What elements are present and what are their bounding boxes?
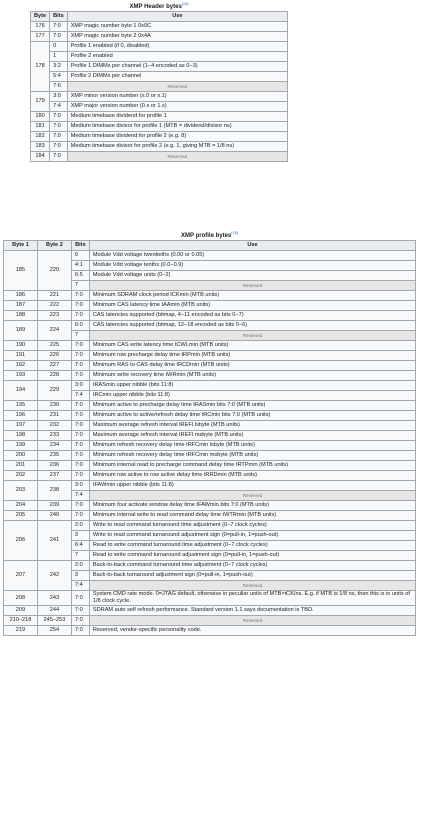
t2-cell-use: Write to read command turnaround time adjustment (0−7 clock cycles) [89,521,415,531]
t2-row [4,561,416,571]
t1-cell-byte: 177 [31,32,50,42]
t2-cell-bits: 7:0 [71,501,89,511]
t1-cell-bits: 0 [50,42,68,52]
t1-table [30,11,288,162]
t2-cell-bits: 7:4 [71,491,89,501]
t1-cell-bits: 5:4 [50,72,68,82]
t2-cell-byte-2: 238 [37,481,71,501]
t2-row [4,321,416,331]
t2-cell-use: Minimum active to precharge delay time tRASmin bits 7:0 (MTB units) [89,401,415,411]
t2-cell-byte-2: 235 [37,451,71,461]
t2-cell-byte-2: 222 [37,301,71,311]
t2-cell-byte-2: 226 [37,351,71,361]
t2-cell-byte-1: 189 [4,321,38,341]
t2-cell-byte-1: 210–218 [4,616,38,626]
t2-header-byte-2: Byte 2 [37,241,71,251]
t2-cell-use: Minimum RAS to CAS delay time tRCDmin (MTB units) [89,361,415,371]
t1-cell-bits: 7:0 [50,32,68,42]
t1-cell-use: Medium timebase divisor for profile 1 (MTB = dividend/divisor ns) [67,122,287,132]
t1-cell-use: Profile 2 enabled [67,52,287,62]
t2-cell-byte-1: 206 [4,521,38,561]
t1-header-use: Use [67,12,287,22]
t1-header-bits: Bits [50,12,68,22]
t2-cell-byte-2: 245–253 [37,616,71,626]
t2-cell-bits: 7:0 [71,591,89,606]
t2-row [4,371,416,381]
t2-cell-byte-2: 223 [37,311,71,321]
t2-cell-byte-1: 199 [4,441,38,451]
t1-cell-bits: 7:4 [50,102,68,112]
t2-cell-use: Minimum internal write to read command delay time tWTRmin (MTB units) [89,511,415,521]
t2-cell-use: Reserved [89,331,415,341]
t2-cell-bits: 7:0 [71,471,89,481]
t2-cell-use: SDRAM auto self refresh performance. Standard version 1.1 says documentation is TBD. [89,606,415,616]
t2-cell-byte-1: 197 [4,421,38,431]
t2-cell-byte-2: 225 [37,341,71,351]
t2-row [4,471,416,481]
t2-cell-use: Minimum row precharge delay time tRPmin (MTB units) [89,351,415,361]
t2-cell-bits: 7:0 [71,616,89,626]
t2-cell-use: Reserved [89,616,415,626]
t2-cell-bits: 7:0 [71,371,89,381]
t1-caption-text: XMP Header bytes [129,4,182,10]
t1-cell-byte: 179 [31,92,50,112]
t2-cell-byte-2: 221 [37,291,71,301]
t2-row [4,301,416,311]
t2-cell-use: Minimum row active to row active delay time tRRDmin (MTB units) [89,471,415,481]
t2-cell-byte-1: 193 [4,371,38,381]
t2-cell-use: Read to write command turnaround adjustment sign (0=pull-in, 1=push-out) [89,551,415,561]
t2-cell-bits: 3 [71,531,89,541]
xmp-profile-table-section [3,229,416,636]
t1-row [31,152,288,162]
t1-row [31,32,288,42]
t2-cell-bits: 4:1 [71,261,89,271]
t1-cell-use: Medium timebase dividend for profile 2 (e.g. 8) [67,132,287,142]
xmp-header-table-section [30,0,288,162]
t2-cell-byte-1: 186 [4,291,38,301]
t2-row [4,616,416,626]
t2-table [3,240,416,636]
t2-cell-bits: 7 [71,281,89,291]
t1-cell-use: XMP minor version number (x.0 or x.1) [67,92,287,102]
t2-cell-bits: 3 [71,571,89,581]
t2-header-use: Use [89,241,415,251]
t2-cell-bits: 7:0 [71,421,89,431]
t2-cell-byte-2: 241 [37,521,71,561]
t2-row [4,341,416,351]
t2-cell-byte-1: 219 [4,626,38,636]
t1-cell-bits: 7:0 [50,132,68,142]
t2-cell-use: Maximum average refresh interval tREFI lsbyte (MTB units) [89,421,415,431]
t2-row [4,606,416,616]
t2-row [4,521,416,531]
t2-cell-byte-2: 243 [37,591,71,606]
t2-cell-use: CAS latencies supported (bitmap, 12−18 encoded as bits 0−6) [89,321,415,331]
t2-cell-byte-2: 239 [37,501,71,511]
t2-cell-byte-2: 242 [37,561,71,591]
t2-cell-byte-1: 201 [4,461,38,471]
t2-cell-bits: 7:0 [71,401,89,411]
t2-cell-bits: 7:0 [71,431,89,441]
t2-row [4,361,416,371]
t2-cell-byte-2: 220 [37,251,71,291]
t2-cell-use: tRASmin upper nibble (bits 11:8) [89,381,415,391]
t2-cell-bits: 7:0 [71,311,89,321]
t2-cell-use: tFAWmin upper nibble (bits 11:8) [89,481,415,491]
t1-cell-use: Profile 2 DIMMs per channel [67,72,287,82]
t2-cell-byte-1: 204 [4,501,38,511]
t2-row [4,251,416,261]
t1-cell-bits: 3:0 [50,92,68,102]
t2-cell-bits: 2:0 [71,561,89,571]
t2-cell-bits: 3:0 [71,381,89,391]
t2-cell-use: Reserved [89,281,415,291]
t2-cell-byte-1: 198 [4,431,38,441]
t2-cell-byte-1: 205 [4,511,38,521]
t2-cell-byte-1: 209 [4,606,38,616]
t1-cell-byte: 176 [31,22,50,32]
t2-cell-byte-1: 208 [4,591,38,606]
t1-row [31,62,288,72]
t2-cell-byte-2: 224 [37,321,71,341]
t2-cell-bits: 7:0 [71,606,89,616]
t1-cell-bits: 7:0 [50,152,68,162]
t2-cell-byte-2: 231 [37,411,71,421]
t2-cell-byte-2: 230 [37,401,71,411]
t1-row [31,52,288,62]
t2-cell-bits: 7:0 [71,451,89,461]
t1-cell-byte: 178 [31,42,50,92]
t2-row [4,626,416,636]
t1-row [31,122,288,132]
t2-cell-byte-1: 203 [4,481,38,501]
t2-header-byte-1: Byte 1 [4,241,38,251]
t2-cell-byte-1: 202 [4,471,38,481]
t2-cell-bits: 3:0 [71,481,89,491]
t2-caption-text: XMP profile bytes [181,233,232,239]
t1-cell-use: Reserved [67,152,287,162]
t2-cell-byte-1: 195 [4,401,38,411]
t2-cell-use: Write to read command turnaround adjustment sign (0=pull-in, 1=push-out) [89,531,415,541]
t2-cell-use: Minimum refresh recovery delay time tRFCmin lsbyte (MTB units) [89,441,415,451]
t2-cell-byte-1: 188 [4,311,38,321]
t1-cell-byte: 183 [31,142,50,152]
t2-cell-bits: 7:0 [71,291,89,301]
t1-cell-byte: 181 [31,122,50,132]
t1-row [31,22,288,32]
t1-row [31,72,288,82]
t1-row [31,42,288,52]
t2-row [4,511,416,521]
t2-header-bits: Bits [71,241,89,251]
t2-cell-use: Module Vdd voltage tenths (0.0−0.9) [89,261,415,271]
t2-row [4,461,416,471]
t2-cell-bits: 7:0 [71,341,89,351]
t2-row [4,351,416,361]
t2-cell-use: Maximum average refresh interval tREFI msbyte (MTB units) [89,431,415,441]
t2-cell-bits: 2:0 [71,521,89,531]
t2-cell-byte-2: 236 [37,461,71,471]
t2-cell-bits: 7:0 [71,441,89,451]
t2-cell-byte-1: 192 [4,361,38,371]
t2-cell-bits: 7:0 [71,411,89,421]
t2-header-row [4,241,416,251]
t2-row [4,591,416,606]
t1-caption [30,0,288,11]
t2-cell-bits: 7:4 [71,391,89,401]
t1-header-byte: Byte [31,12,50,22]
t2-cell-bits: 7:4 [71,581,89,591]
t2-cell-byte-1: 190 [4,341,38,351]
t1-cell-byte: 182 [31,132,50,142]
t2-cell-use: tRCmin upper nibble (bits 11:8) [89,391,415,401]
t2-cell-bits: 6:5 [71,271,89,281]
t2-cell-bits: 7 [71,551,89,561]
t1-cell-use: Profile 1 DIMMs per channel (1−4 encoded as 0−3) [67,62,287,72]
t1-cell-bits: 7:0 [50,112,68,122]
t1-cell-use: XMP magic number byte 1 0x0C [67,22,287,32]
t1-row [31,112,288,122]
t2-cell-use: Reserved [89,581,415,591]
t2-cell-byte-1: 196 [4,411,38,421]
t2-row [4,421,416,431]
t2-cell-bits: 7:0 [71,301,89,311]
t2-cell-byte-2: 254 [37,626,71,636]
t2-cell-byte-2: 227 [37,361,71,371]
t2-cell-use: Read to write command turnaround time adjustment (0−7 clock cycles) [89,541,415,551]
t2-cell-use: Minimum four activate window delay time tFAWmin bits 7:0 (MTB units) [89,501,415,511]
t2-cell-use: CAS latencies supported (bitmap, 4−11 encoded as bits 0−7) [89,311,415,321]
t2-row [4,311,416,321]
t2-cell-use: Minimum internal read to precharge command delay time tRTPmin (MTB units) [89,461,415,471]
t1-cell-byte: 180 [31,112,50,122]
t2-cell-bits: 7:0 [71,351,89,361]
t2-cell-use: Module Vdd voltage units (0−2) [89,271,415,281]
t2-cell-byte-2: 228 [37,371,71,381]
t2-cell-bits: 7:0 [71,511,89,521]
t2-cell-byte-2: 240 [37,511,71,521]
t1-cell-use: Profile 1 enabled (if 0, disabled) [67,42,287,52]
t1-row [31,102,288,112]
t2-row [4,411,416,421]
t2-cell-bits: 7:0 [71,461,89,471]
t2-row [4,291,416,301]
t2-cell-byte-1: 191 [4,351,38,361]
t2-cell-byte-1: 187 [4,301,38,311]
t2-cell-use: Minimum active to active/refresh delay time tRCmin bits 7:0 (MTB units) [89,411,415,421]
t2-caption [3,229,416,240]
t2-cell-byte-1: 194 [4,381,38,401]
t2-cell-byte-2: 233 [37,431,71,441]
t2-row [4,381,416,391]
t2-cell-bits: 6:4 [71,541,89,551]
t2-row [4,481,416,491]
t1-row [31,132,288,142]
t1-row [31,142,288,152]
t2-cell-byte-2: 244 [37,606,71,616]
t2-cell-use: Minimum SDRAM clock period tCKmin (MTB units) [89,291,415,301]
t2-cell-use: Minimum CAS latency time tAAmin (MTB units) [89,301,415,311]
t2-cell-bits: 7:0 [71,361,89,371]
t2-caption-reference[interactable]: [15] [231,230,238,235]
t1-cell-bits: 7:6 [50,82,68,92]
t2-cell-bits: 7 [71,331,89,341]
t1-cell-use: Medium timebase divisor for profile 2 (e.g. 1, giving MTB = 1/8 ns) [67,142,287,152]
t2-cell-byte-1: 185 [4,251,38,291]
t2-cell-bits: 6:0 [71,321,89,331]
t1-cell-use: Medium timebase dividend for profile 1 [67,112,287,122]
t1-cell-use: XMP magic number byte 2 0x4A [67,32,287,42]
t1-cell-bits: 7:0 [50,22,68,32]
t1-cell-bits: 1 [50,52,68,62]
t1-row [31,82,288,92]
t1-cell-byte: 184 [31,152,50,162]
t2-row [4,401,416,411]
t1-cell-use: Reserved [67,82,287,92]
t1-caption-reference[interactable]: [15] [181,1,189,6]
t2-cell-byte-1: 200 [4,451,38,461]
t2-cell-use: System CMD rate mode. 0=JTAG default, otherwise in peculiar units of MTB×tCK/ns. E.g. if MTB is 1/8 ns, then this is in units of 1/8 clock cycle. [89,591,415,606]
t2-row [4,431,416,441]
t2-cell-use: Minimum CAS write latency time tCWLmin (MTB units) [89,341,415,351]
t2-cell-use: Minimum refresh recovery delay time tRFCmin msbyte (MTB units) [89,451,415,461]
t2-cell-bits: 0 [71,251,89,261]
t2-cell-byte-2: 229 [37,381,71,401]
t2-cell-bits: 7:0 [71,626,89,636]
t2-cell-byte-2: 234 [37,441,71,451]
t2-cell-use: Back-to-back turnaround adjustment sign (0=pull-in, 1=push-out) [89,571,415,581]
t2-row [4,501,416,511]
t2-row [4,441,416,451]
t2-cell-use: Back-to-back command turnaround time adjustment (0−7 clock cycles) [89,561,415,571]
t2-cell-byte-2: 232 [37,421,71,431]
t1-row [31,92,288,102]
t2-cell-byte-1: 207 [4,561,38,591]
t2-cell-use: Module Vdd voltage twentieths (0.00 or 0.05) [89,251,415,261]
t2-cell-use: Reserved, vendor-specific personality code. [89,626,415,636]
t1-cell-bits: 7:0 [50,142,68,152]
t1-cell-bits: 3:2 [50,62,68,72]
t2-cell-byte-2: 237 [37,471,71,481]
t2-cell-use: Reserved [89,491,415,501]
t1-header-row [31,12,288,22]
t2-row [4,451,416,461]
t1-cell-bits: 7:0 [50,122,68,132]
t1-cell-use: XMP major version number (0.x or 1.x) [67,102,287,112]
t2-cell-use: Minimum write recovery time tWRmin (MTB units) [89,371,415,381]
